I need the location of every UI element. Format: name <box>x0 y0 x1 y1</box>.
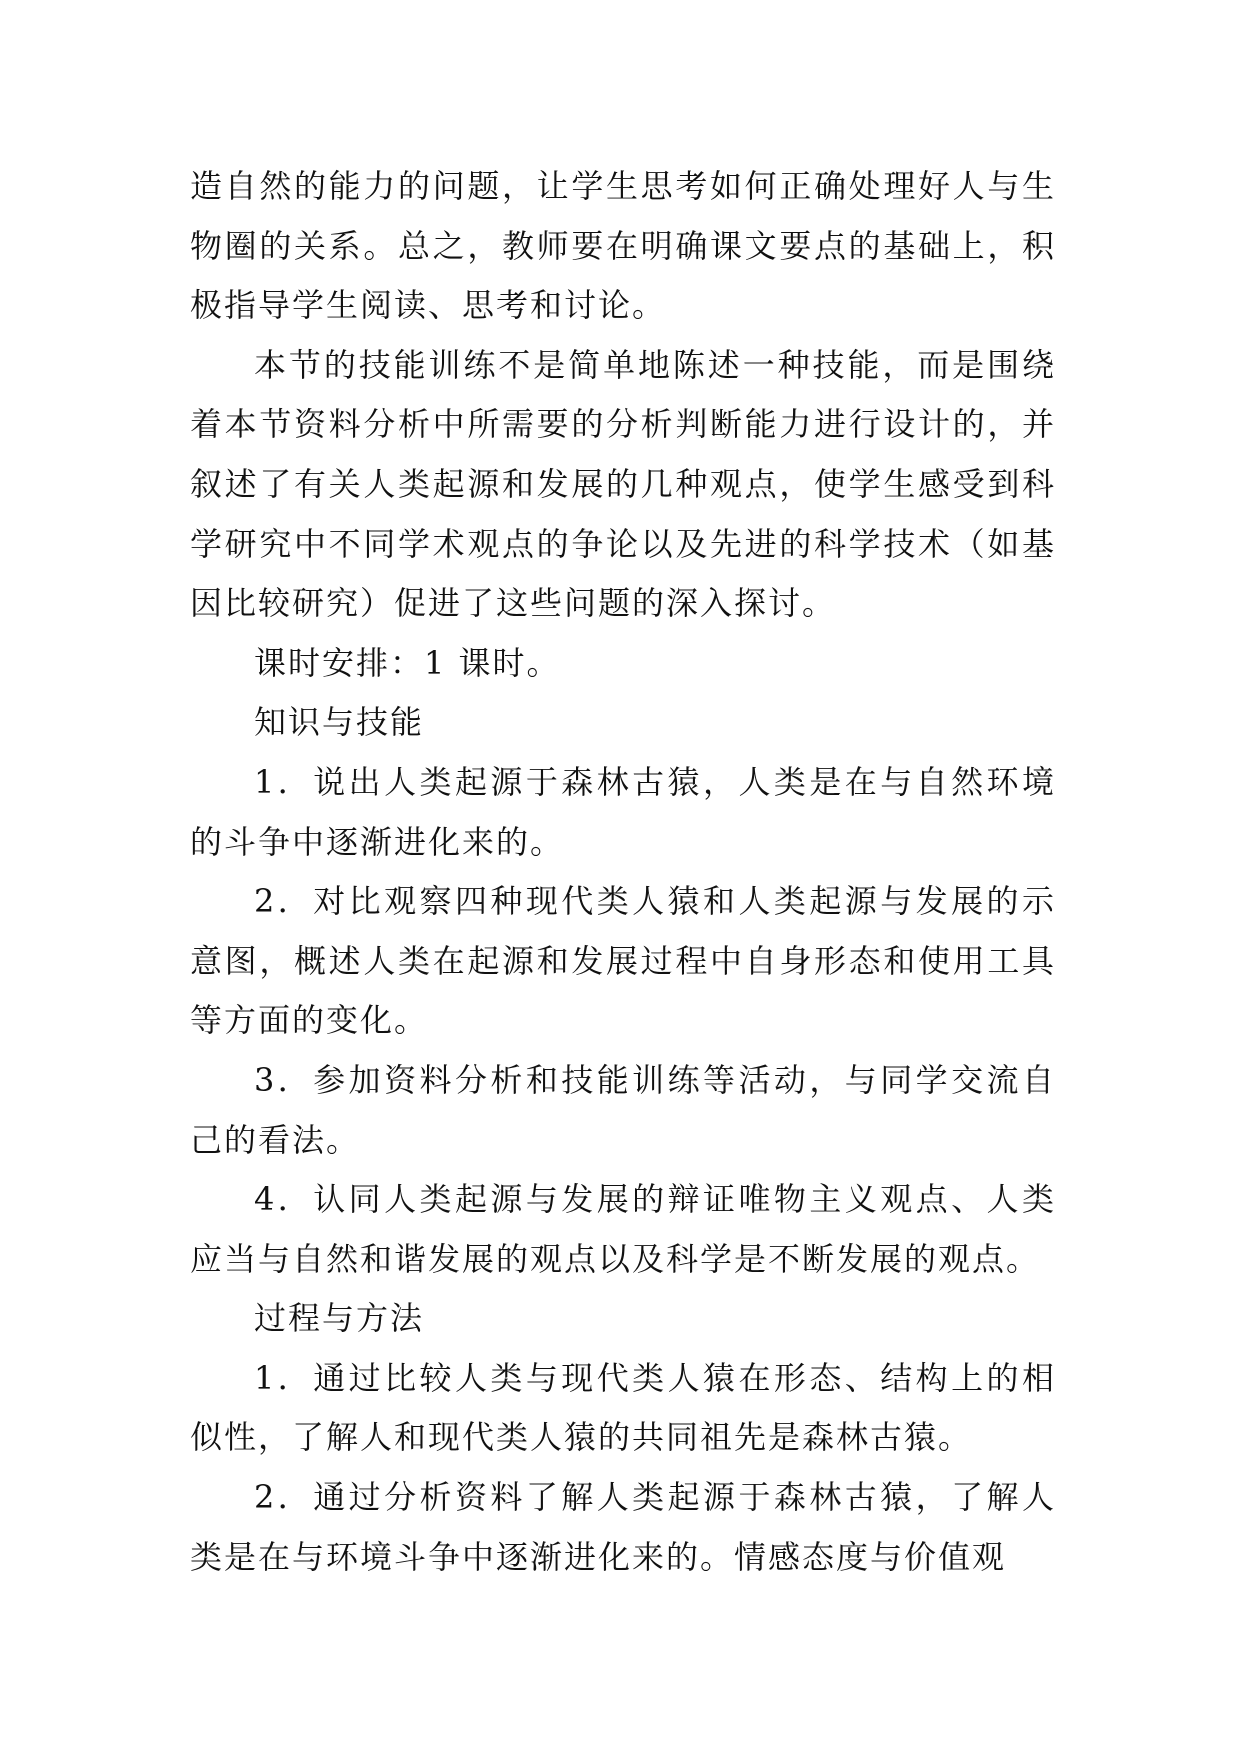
paragraph-intro-continuation: 造自然的能力的问题，让学生思考如何正确处理好人与生物圈的关系。总之，教师要在明确课文要点的基础上，积极指导学生阅读、思考和讨论。 <box>190 167 1056 325</box>
list-item-knowledge-2: 2．对比观察四种现代类人猿和人类起源与发展的示意图，概述人类在起源和发展过程中自身形态和使用工具等方面的变化。 <box>190 882 1056 1040</box>
list-item-process-1: 1．通过比较人类与现代类人猿在形态、结构上的相似性，了解人和现代类人猿的共同祖先是森林古猿。 <box>190 1358 1056 1457</box>
list-item-process-2: 2．通过分析资料了解人类起源于森林古猿，了解人类是在与环境斗争中逐渐进化来的。情感态度与价值观 <box>190 1478 1056 1576</box>
heading-process-and-method: 过程与方法 <box>254 1299 425 1338</box>
list-item-knowledge-1: 1．说出人类起源于森林古猿，人类是在与自然环境的斗争中逐渐进化来的。 <box>190 762 1056 861</box>
paragraph-class-hours: 课时安排：1 课时。 <box>254 643 561 682</box>
list-item-knowledge-4: 4．认同人类起源与发展的辩证唯物主义观点、人类应当与自然和谐发展的观点以及科学是不断发展的观点。 <box>190 1180 1056 1278</box>
list-item-knowledge-3: 3．参加资料分析和技能训练等活动，与同学交流自己的看法。 <box>190 1060 1056 1159</box>
document-body <box>190 157 1056 1587</box>
paragraph-skill-training: 本节的技能训练不是简单地陈述一种技能，而是围绕着本节资料分析中所需要的分析判断能力进行设计的，并叙述了有关人类起源和发展的几种观点，使学生感受到科学研究中不同学术观点的争论以及先进的科学技术（如基因比较研究）促进了这些问题的深入探讨。 <box>190 345 1056 623</box>
heading-knowledge-and-skills: 知识与技能 <box>254 703 425 742</box>
